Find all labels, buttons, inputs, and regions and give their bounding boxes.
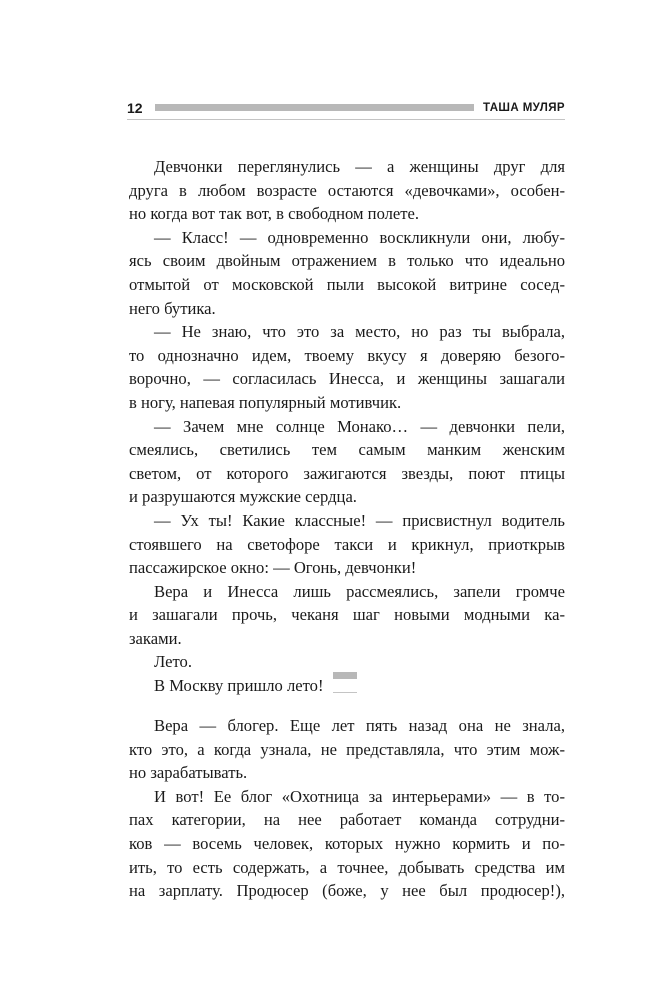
text-line: в ногу, напевая популярный мотивчик.: [129, 392, 402, 412]
text-line: пах категории, на нее работает команда сотрудни-: [129, 810, 565, 830]
section-separator: [333, 672, 357, 694]
header-rule: [127, 119, 565, 120]
paragraph: [129, 155, 565, 226]
text-line: заками.: [129, 628, 182, 648]
text-line: но зарабатывать.: [129, 763, 248, 783]
text-line: — Зачем мне солнце Монако… — девчонки пели,: [154, 416, 565, 436]
header-decorative-bar: [155, 104, 474, 111]
text-line: и разрушаются мужские сердца.: [129, 487, 357, 507]
text-line: Вера — блогер. Еще лет пять назад она не знала,: [154, 716, 565, 735]
text-line: ков — восемь человек, которых нужно кормить и по-: [129, 833, 565, 853]
text-line: отмытой от московской пыли высокой витрине сосед-: [129, 274, 565, 294]
running-header: [127, 98, 565, 118]
text-line: на зарплату. Продюсер (боже, у нее был продюсер!),: [129, 881, 565, 901]
text-block-1: [129, 155, 565, 698]
paragraph: [129, 714, 565, 785]
paragraph: [129, 415, 565, 509]
separator-bar: [333, 672, 357, 679]
text-line: Лето.: [154, 652, 192, 672]
text-line: — Ух ты! Какие классные! — присвистнул водитель: [154, 510, 565, 530]
text-line: пассажирское окно: — Огонь, девчонки!: [129, 558, 417, 578]
text-line: В Москву пришло лето!: [154, 676, 324, 696]
text-line: кто это, а когда узнала, не представляла, что этим мож-: [129, 739, 565, 759]
text-line: ворочно, — согласилась Инесса, и женщины зашагали: [129, 369, 565, 389]
text-line: И вот! Ее блог «Охотница за интерьерами» — в то-: [154, 786, 565, 806]
paragraph: [129, 226, 565, 320]
text-line: но когда вот так вот, в свободном полете.: [129, 204, 420, 224]
paragraph: [129, 785, 565, 903]
text-line: — Не знаю, что это за место, но раз ты выбрала,: [154, 322, 565, 342]
paragraph: [129, 650, 565, 674]
text-line: и зашагали прочь, чеканя шаг новыми модными ка-: [129, 605, 565, 625]
paragraph: [129, 320, 565, 414]
page-number: 12: [127, 100, 143, 116]
paragraph: [129, 580, 565, 651]
text-line: стоявшего на светофоре такси и крикнул, приоткрыв: [129, 534, 565, 554]
text-line: друга в любом возрасте остаются «девочками», особен-: [129, 180, 565, 200]
text-line: ясь своим двойным отражением в только что идеально: [129, 251, 565, 271]
text-line: Вера и Инесса лишь рассмеялись, запели громче: [154, 581, 565, 601]
text-line: ить, то есть содержать, а точнее, добывать средства им: [129, 857, 565, 877]
text-line: светом, от которого зажигаются звезды, поют птицы: [129, 463, 565, 483]
text-line: то однозначно идем, твоему вкусу я доверяю безого-: [129, 345, 565, 365]
paragraph: [129, 509, 565, 580]
text-line: него бутика.: [129, 298, 216, 318]
text-line: — Класс! — одновременно воскликнули они, любу-: [154, 227, 565, 247]
separator-rule: [333, 692, 357, 693]
text-line: смеялись, светились тем самым манким женским: [129, 440, 565, 460]
text-block-2: [129, 714, 565, 903]
author-name: ТАША МУЛЯР: [483, 102, 565, 114]
text-line: Девчонки переглянулись — а женщины друг для: [154, 157, 565, 176]
